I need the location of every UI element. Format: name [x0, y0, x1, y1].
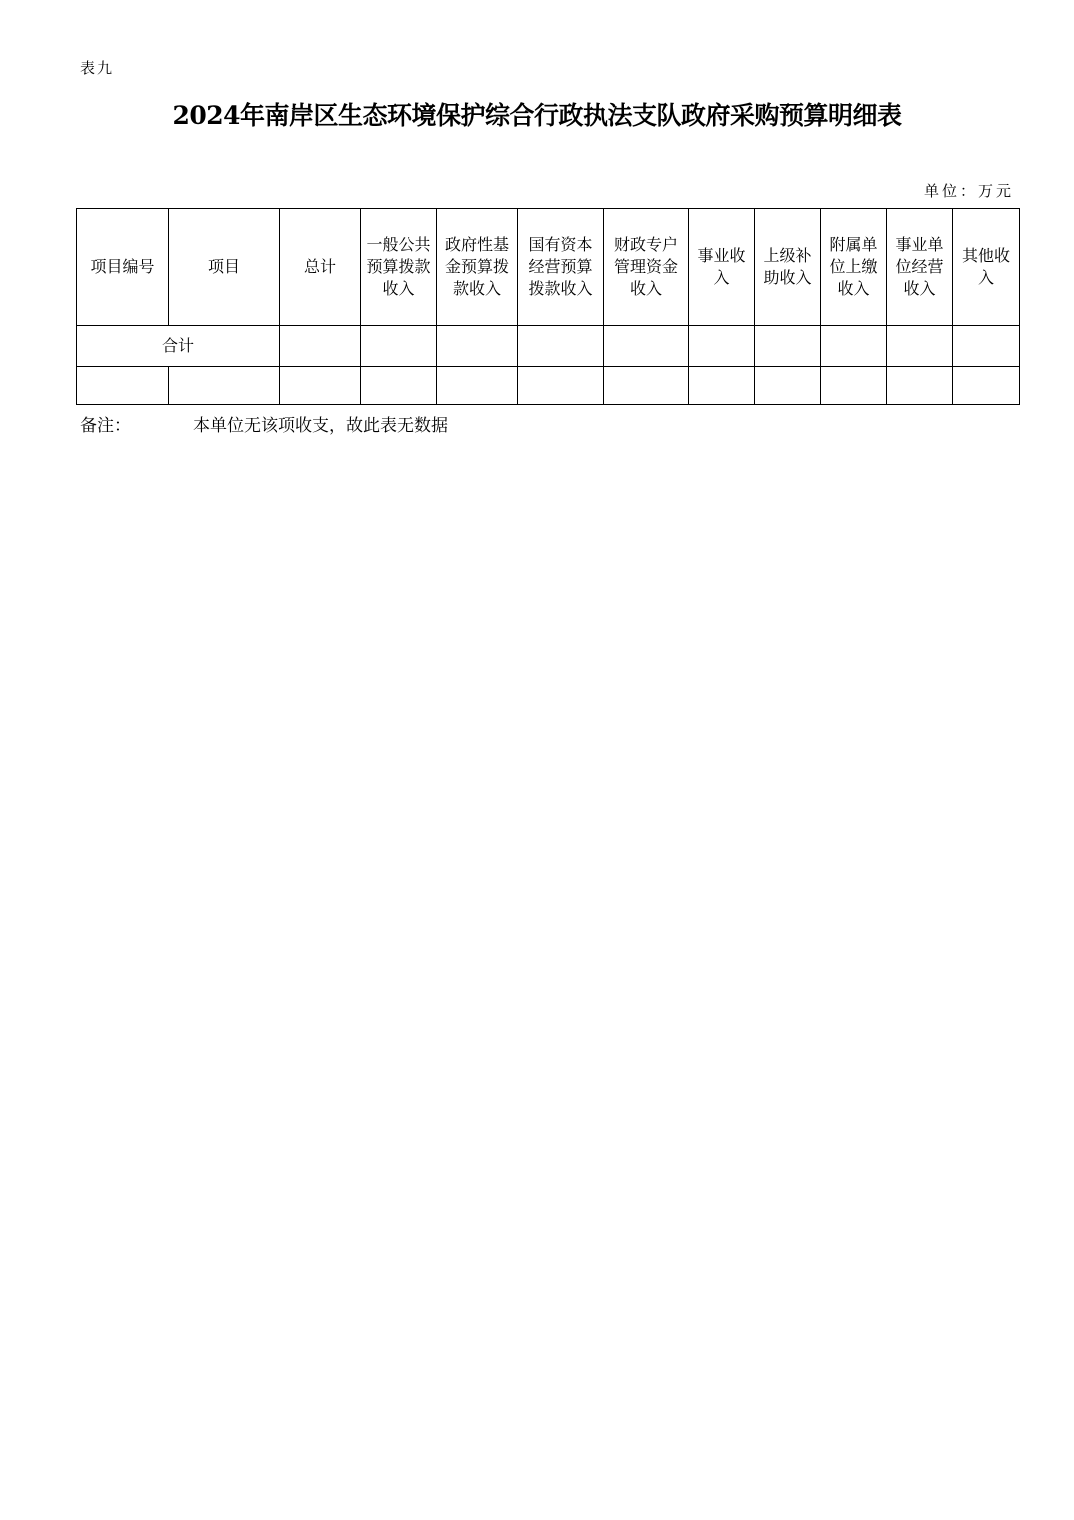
- page-title: 2024年南岸区生态环境保护综合行政执法支队政府采购预算明细表: [172, 101, 902, 130]
- table-cell: [689, 326, 755, 367]
- header-gov-fund: 政府性基金预算拨款收入: [437, 209, 518, 326]
- total-row: [77, 326, 1020, 367]
- table-cell: [821, 367, 887, 405]
- table-cell: [953, 326, 1020, 367]
- table-cell: [169, 367, 280, 405]
- table-cell: [604, 367, 689, 405]
- table-cell: [821, 326, 887, 367]
- budget-table: [76, 208, 1020, 405]
- table-cell: [518, 326, 604, 367]
- table-cell: [755, 367, 821, 405]
- table-cell: [280, 367, 361, 405]
- footnote: [80, 411, 448, 436]
- table-row: [77, 367, 1020, 405]
- table-number: 表九: [80, 59, 115, 77]
- table-cell: [437, 367, 518, 405]
- table-cell: [77, 367, 169, 405]
- header-other-income: 其他收入: [953, 209, 1020, 326]
- header-project: 项目: [169, 209, 280, 326]
- header-state-capital: 国有资本经营预算拨款收入: [518, 209, 604, 326]
- header-general-budget: 一般公共预算拨款收入: [361, 209, 437, 326]
- header-affiliate-remit: 附属单位上缴收入: [821, 209, 887, 326]
- table-cell: [361, 367, 437, 405]
- header-superior-subsidy: 上级补助收入: [755, 209, 821, 326]
- table-cell: [689, 367, 755, 405]
- table-cell: [755, 326, 821, 367]
- unit-label: 单位：万元: [923, 182, 1014, 200]
- table-cell: [604, 326, 689, 367]
- table-cell: [953, 367, 1020, 405]
- header-total: 总计: [280, 209, 361, 326]
- footnote-label: 备注：: [80, 416, 131, 436]
- table-cell: [518, 367, 604, 405]
- table-cell: [887, 326, 953, 367]
- header-business-income: 事业收入: [689, 209, 755, 326]
- header-project-code: 项目编号: [77, 209, 169, 326]
- footnote-text: 本单位无该项收支，故此表无数据: [193, 416, 448, 436]
- header-unit-operating: 事业单位经营收入: [887, 209, 953, 326]
- table-cell: [280, 326, 361, 367]
- total-label: 合计: [77, 326, 280, 367]
- table-cell: [887, 367, 953, 405]
- header-special-account: 财政专户管理资金收入: [604, 209, 689, 326]
- header-row: [77, 209, 1020, 326]
- table-cell: [437, 326, 518, 367]
- table-cell: [361, 326, 437, 367]
